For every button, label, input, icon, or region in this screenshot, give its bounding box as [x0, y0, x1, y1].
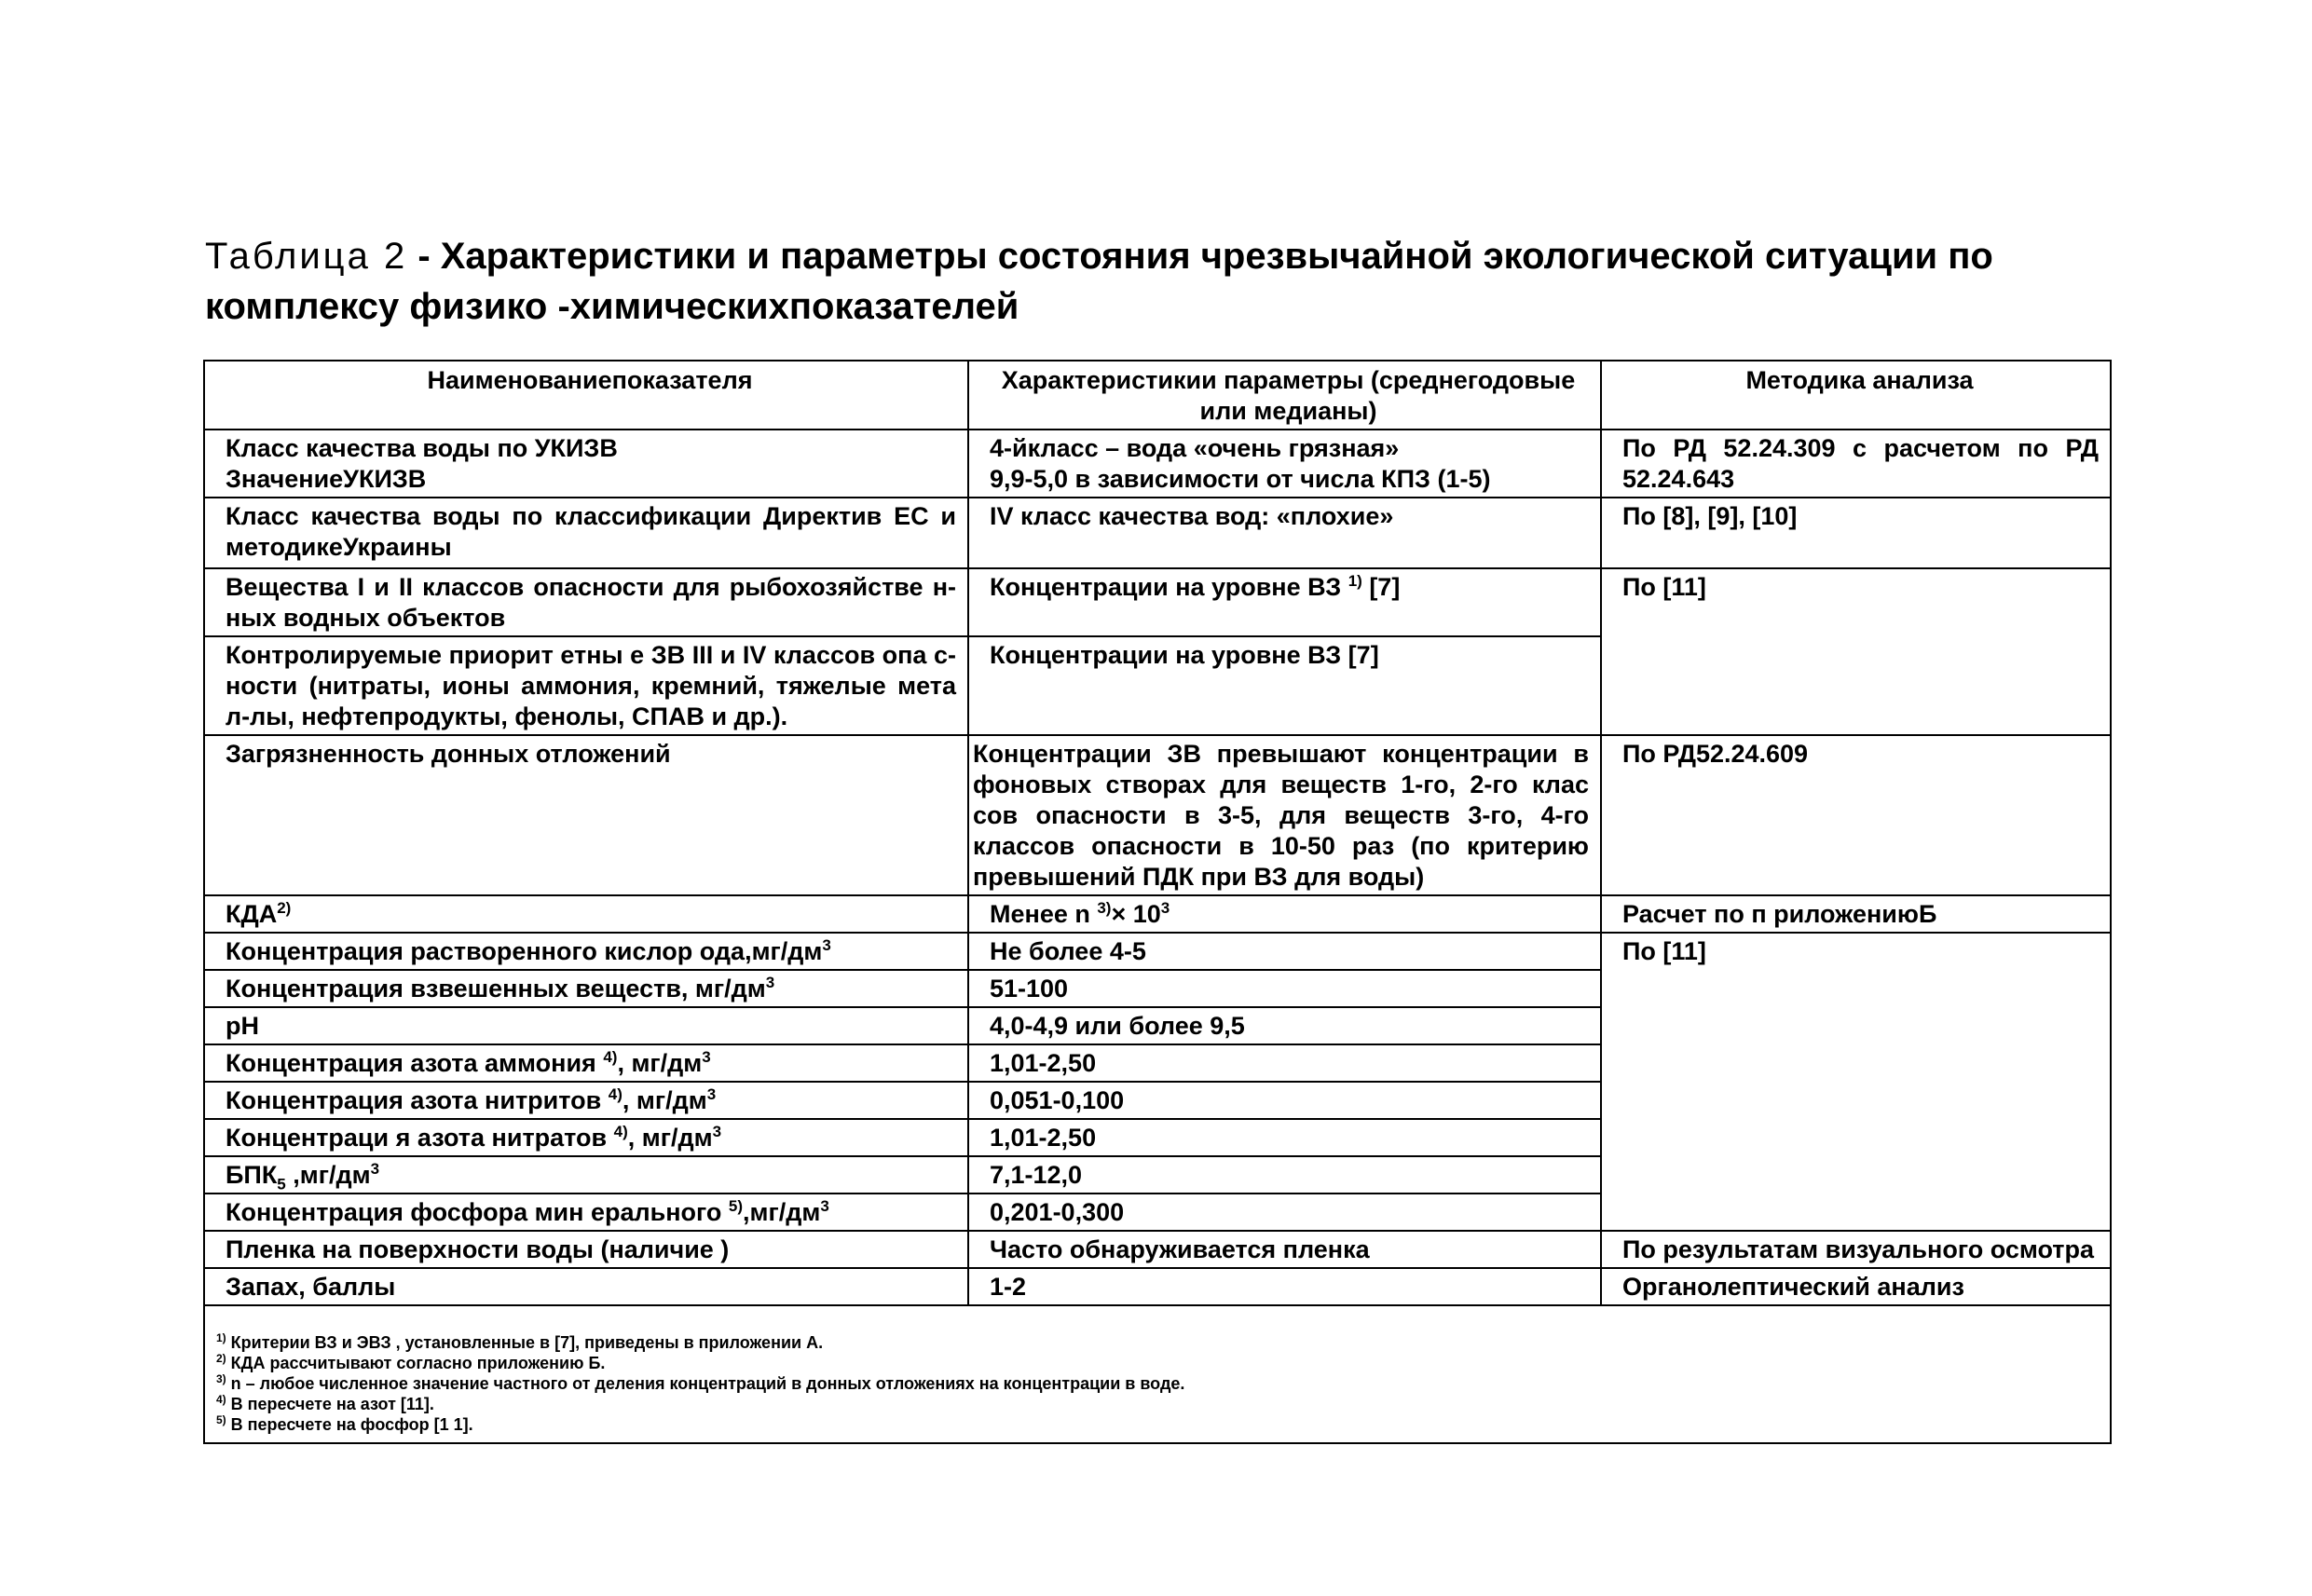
footnote-text: Критерии ВЗ и ЭВЗ , установленные в [7], приведены в приложении А.: [226, 1333, 824, 1352]
table-title: [205, 231, 2125, 332]
characteristic-value: 1,01-2,50: [968, 1119, 1601, 1156]
header-indicator-name: Наименованиепоказателя: [204, 361, 968, 430]
indicator-name: Пленка на поверхности воды (наличие ): [204, 1231, 968, 1268]
footnote-ref: 2): [277, 899, 292, 917]
footnote: [216, 1394, 2099, 1414]
indicator-name-cell: [204, 1194, 968, 1231]
indicator-name-cell: [204, 430, 968, 498]
characteristic-value: 51-100: [968, 970, 1601, 1007]
indicator-name-cell: [204, 895, 968, 933]
table-header-row: [204, 361, 2111, 430]
footnote: [216, 1353, 2099, 1373]
analysis-method: По результатам визуального осмотра: [1601, 1231, 2111, 1268]
unit: , мг/дм: [617, 1049, 703, 1077]
analysis-method: Органолептический анализ: [1601, 1268, 2111, 1305]
indicator-name-cell: [204, 933, 968, 970]
indicator-name: Класс качества воды по классификации Директив ЕС и методикеУкраины: [204, 498, 968, 568]
indicator-name: Контролируемые приорит етны е ЗВ III и IV классов опа с-ности (нитраты, ионы аммония, кремний, тяжелые мета л-лы, нефтепродукты, фенолы, СПАВ и др.).: [204, 636, 968, 735]
indicator-name-cell: [204, 1156, 968, 1194]
indicator-name: Вещества I и II классов опасности для рыбохозяйстве н-ных водных объектов: [204, 568, 968, 636]
table-row: [204, 568, 2111, 636]
exponent: 3: [702, 1048, 711, 1066]
footnote-ref: 5): [728, 1197, 744, 1215]
indicator-name: КДА: [226, 900, 278, 928]
table-caption: - Характеристики и параметры состояния чрезвычайной экологической ситуации по комплексу физико -химическихпоказателей: [205, 236, 1993, 327]
table-row: [204, 933, 2111, 970]
indicator-name: Концентрация фосфора мин ерального: [226, 1198, 729, 1226]
characteristic-value: 0,051-0,100: [968, 1082, 1601, 1119]
characteristic-cell: [968, 895, 1601, 933]
footnote-mark: 1): [216, 1331, 226, 1344]
characteristic-value: Концентрации на уровне ВЗ: [990, 573, 1348, 601]
header-analysis-method: Методика анализа: [1601, 361, 2111, 430]
indicator-name: БПК: [226, 1161, 278, 1189]
indicator-name: Концентрация растворенного кислор ода,мг/дм: [226, 937, 823, 965]
table-row: [204, 735, 2111, 895]
characteristic-value: Менее n: [990, 900, 1098, 928]
characteristic-value: 4-йкласс – вода «очень грязная»: [990, 434, 1400, 462]
subscript: 5: [277, 1175, 286, 1194]
characteristic-value: 4,0-4,9 или более 9,5: [968, 1007, 1601, 1044]
indicator-name: Класс качества воды по УКИЗВ: [226, 434, 618, 462]
footnote: [216, 1373, 2099, 1394]
characteristic-value: 7,1-12,0: [968, 1156, 1601, 1194]
exponent: 3: [822, 936, 831, 954]
footnote-text: n – любое численное значение частного от деления концентраций в донных отложениях на концентрации в воде.: [226, 1374, 1185, 1393]
footnote: [216, 1332, 2099, 1353]
table-row: [204, 1231, 2111, 1268]
table-row: [204, 895, 2111, 933]
footnote-mark: 5): [216, 1413, 226, 1426]
unit: , мг/дм: [627, 1124, 713, 1152]
analysis-method: По [8], [9], [10]: [1601, 498, 2111, 568]
exponent: 3: [370, 1160, 380, 1178]
indicator-name-cell: [204, 970, 968, 1007]
indicator-name: Загрязненность донных отложений: [204, 735, 968, 895]
indicator-name: ЗначениеУКИЗВ: [226, 465, 427, 493]
indicator-name-cell: [204, 1044, 968, 1082]
footnote-ref: 1): [1348, 572, 1362, 590]
exponent: 3: [1160, 899, 1170, 917]
indicator-name: pH: [204, 1007, 968, 1044]
footnotes: [204, 1305, 2111, 1443]
footnote-ref: 4): [608, 1085, 622, 1103]
indicator-name: Концентрация азота нитритов: [226, 1086, 609, 1114]
characteristic-value: Не более 4-5: [968, 933, 1601, 970]
analysis-method: По [11]: [1601, 568, 2111, 735]
table-row: [204, 498, 2111, 568]
indicator-name-cell: [204, 1119, 968, 1156]
footnote-mark: 3): [216, 1372, 226, 1385]
footnote-mark: 4): [216, 1393, 226, 1406]
footnote-mark: 2): [216, 1352, 226, 1365]
indicator-name-cell: [204, 1082, 968, 1119]
table-row: [204, 430, 2111, 498]
indicator-name: Концентраци я азота нитратов: [226, 1124, 614, 1152]
characteristic-value-ref: [7]: [1361, 573, 1401, 601]
exponent: 3: [712, 1123, 722, 1140]
exponent: 3: [820, 1197, 829, 1215]
indicator-name: Концентрация взвешенных веществ, мг/дм: [226, 975, 766, 1003]
analysis-method: По РД52.24.609: [1601, 735, 2111, 895]
parameters-table: [203, 360, 2112, 1444]
unit: ,мг/дм: [285, 1161, 371, 1189]
footnote-ref: 3): [1097, 899, 1112, 917]
analysis-method: По [11]: [1601, 933, 2111, 1231]
header-characteristics: Характеристикии параметры (среднегодовые или медианы): [968, 361, 1601, 430]
indicator-name: Запах, баллы: [204, 1268, 968, 1305]
characteristic-value-mid: × 10: [1111, 900, 1161, 928]
table-row: [204, 1268, 2111, 1305]
table-number: Таблица 2: [205, 236, 408, 277]
characteristic-cell: [968, 430, 1601, 498]
characteristic-value: 1-2: [968, 1268, 1601, 1305]
characteristic-value: 1,01-2,50: [968, 1044, 1601, 1082]
characteristic-value: IV класс качества вод: «плохие»: [968, 498, 1601, 568]
indicator-name: Концентрация азота аммония: [226, 1049, 604, 1077]
footnote-ref: 4): [613, 1123, 628, 1140]
characteristic-value: 9,9-5,0 в зависимости от числа КПЗ (1-5): [990, 465, 1491, 493]
footnote-text: КДА рассчитывают согласно приложению Б.: [226, 1354, 606, 1372]
characteristic-value: Концентрации ЗВ превышают концентрации в фоновых створах для веществ 1-го, 2-го клас сов опасности в 3-5, для веществ 3-го, 4-го классов опасности в 10-50 раз (по критерию превышений ПДК при ВЗ для воды): [968, 735, 1601, 895]
characteristic-cell: [968, 568, 1601, 636]
unit: , мг/дм: [622, 1086, 707, 1114]
unit: ,мг/дм: [743, 1198, 821, 1226]
analysis-method: По РД 52.24.309 с расчетом по РД 52.24.643: [1601, 430, 2111, 498]
footnote-ref: 4): [603, 1048, 618, 1066]
exponent: 3: [706, 1085, 717, 1103]
exponent: 3: [765, 974, 775, 991]
analysis-method: Расчет по п риложениюБ: [1601, 895, 2111, 933]
footnotes-row: [204, 1305, 2111, 1443]
characteristic-value: Концентрации на уровне ВЗ [7]: [968, 636, 1601, 735]
characteristic-value: Часто обнаруживается пленка: [968, 1231, 1601, 1268]
characteristic-value: 0,201-0,300: [968, 1194, 1601, 1231]
footnote: [216, 1414, 2099, 1435]
footnote-text: В пересчете на фосфор [1 1].: [226, 1415, 473, 1434]
footnote-text: В пересчете на азот [11].: [226, 1395, 434, 1413]
